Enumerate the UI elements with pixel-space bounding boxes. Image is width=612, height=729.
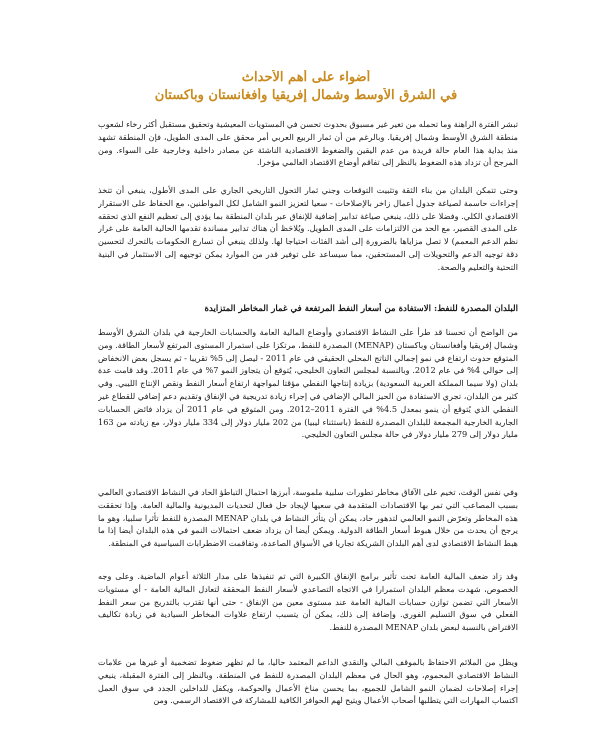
- document-title-line-2: في الشرق الأوسط وشمال إفريقيا وأفغانستان وباكستان: [154, 88, 458, 103]
- paragraph-oil-exporters: من الواضح أن تحسنا قد طرأ على النشاط الاقتصادي وأوضاع المالية العامة والحسابات الخارجية في بلدان الشرق الأوسط وشمال إفريقيا وأفغانستان وباكستان (MENAP) المصدرة للنفط، مرتكزا على استمرار المستوى المرتفع لأسعار الطاقة. ومن المتوقع حدوث ارتفاع في نمو إجمالي الناتج المحلي الحقيقي في عام 2011 - ليصل إلى 5% تقريبا - ثم يسجل بعض الانخفاض إلى حوالي 4% في عام 2012. وبالنسبة لمجلس التعاون الخليجي، يُتوقع أن يتجاوز النمو 7% في عام 2011. وقد قامت عدة بلدان (ولا سيما المملكة العربية السعودية) بزيادة إنتاجها النفطي مؤقتا لمواجهة ارتفاع أسعار النفط ونقص الإنتاج الليبي. وفي كثير من البلدان، تجري الاستفادة من الحيز المالي الإضافي في إجراء زيادة تدريجية في الإنفاق وتقديم دعم إضافي للقطاع غير النفطي الذي يُتوقع أن ينمو بمعدل 4.5% في الفترة 2011–2012. ومن المتوقع في عام 2011 أن يزداد فائض الحسابات الجارية الخارجية المجمعة للبلدان المصدرة للنفط (باستثناء ليبيا) من 202 مليار دولار إلى 334 مليار دولار، مع زيادته من 163 مليار دولار إلى 279 مليار دولار في حالة مجلس التعاون الخليجي.: [98, 327, 518, 440]
- document-title-line-1: أضواء على أهم الأحداث: [241, 70, 371, 85]
- paragraph-fiscal: وقد زاد ضعف المالية العامة تحت تأثير برامج الإنفاق الكبيرة التي تم تنفيذها على مدار الثلاثة أعوام الماضية. وعلى وجه الخصوص، شهدت معظم البلدان استمرارا في الاتجاه التصاعدي لأسعار النفط المحققة لتعادل المالية العامة - أي مستويات الأسعار التي تضمن توازن حسابات المالية العامة عند مستوى معين من الإنفاق - حتى أنها تقترب بالتدريج من سعر النفط الفعلي في سوق التسليم الفوري. وإضافة إلى ذلك، يمكن أن يتسبب ارتفاع علاوات المخاطر السيادية في زيادة تكاليف الاقتراض بالنسبة لبعض بلدان MENAP المصدرة للنفط.: [98, 571, 518, 633]
- paragraph-risks: وفي نفس الوقت، تخيم على الآفاق مخاطر تطورات سلبية ملموسة، أبرزها احتمال التباطؤ الحاد في النشاط الاقتصادي العالمي بسبب المصاعب التي تمر بها الاقتصادات المتقدمة في سعيها لإيجاد حل فعال لتحديات المديونية والمالية العامة. وإذا تحققت هذه المخاطر وتعرّض النمو العالمي لتدهور حاد، يمكن أن يتأثر النشاط في بلدان MENAP المصدرة للنفط تأثرا سلبيا، وهو ما يرجح أن يحدث من خلال هبوط أسعار الطاقة الدولية. ويمكن أيضا أن يزداد ضعف احتمالات النمو في هذه البلدان أيضا إذا ما هبط النشاط الاقتصادي لدى أهم البلدان الشريكة تجاريا في الأسواق الصاعدة، وتفاقمت الاضطرابات السياسية في المنطقة.: [98, 487, 518, 549]
- paragraph-policy: ويظل من الملائم الاحتفاظ بالموقف المالي والنقدي الداعم المعتمد حاليا، ما لم تظهر ضغوط تضخمية أو غيرها من علامات النشاط الاقتصادي المحموم، وهو الحال في معظم البلدان المصدرة للنفط في المنطقة. وبالنظر إلى الفترة المقبلة، ينبغي إجراء إصلاحات لضمان النمو الشامل للجميع، بما يحسن مناخ الأعمال والحوكمة، ويكفل للداخلين الجدد في سوق العمل اكتساب المهارات التي يتطلبها أصحاب الأعمال ويتيح لهم الحوافز الكافية للمشاركة في الاقتصاد الرسمي. ومن: [98, 657, 518, 706]
- paragraph-reforms: وحتى تتمكن البلدان من بناء الثقة وتثبيت التوقعات وجني ثمار التحول التاريخي الجاري على المدى الأطول، ينبغي أن تتخذ إجراءات حاسمة لصياغة جدول أعمال زاخر بالإصلاحات - سعيا لتعزيز النمو الشامل لكل المواطنين، مع الحفاظ على الاستقرار الاقتصادي الكلي. وفضلا على ذلك، ينبغي صياغة تدابير إضافية للإنفاق عبر بلدان المنطقة بما يؤدي إلى تعظيم النفع الذي تحققه على المدى القصير، مع الحد من الالتزامات على المدى الطويل. ويُلاحَظ أن هناك تدابير مساندة تقدمها الحالية العامة على غرار نظم الدعم المعمم) لا تصل مزاياها بالضرورة إلى أشد الفئات احتياجا لها. ولذلك ينبغي أن تسارع الحكومات بالتحرك لتحسين دقة توجيه الدعم والتحويلات إلى المستحقين، مما سيساعد على توفير قدر من الموارد يمكن توجيهه إلى الاستثمار في البنية التحتية والتعليم والصحة.: [98, 185, 518, 272]
- section-heading: البلدان المصدرة للنفط: الاستفادة من أسعار النفط المرتفعة في غمار المخاطر المتزايدة: [204, 304, 518, 314]
- paragraph-intro: تبشر الفترة الراهنة وما تحمله من تغير غير مسبوق بحدوث تحسن في المستويات المعيشية وتحقيق مستقبل أكثر رخاء لشعوب منطقة الشرق الأوسط وشمال إفريقيا. وبالرغم من أن ثمار الربيع العربي أمر محقق على المدى الطويل، فإن المنطقة تشهد منذ بداية هذا العام حالة فريدة من عدم اليقين والضغوط الاقتصادية الناشئة عن مصادر داخلية وخارجية على السواء. ومن المرجح أن تزداد هذه الضغوط بالنظر إلى تفاقم أوضاع الاقتصاد العالمي مؤخرا.: [98, 119, 518, 168]
